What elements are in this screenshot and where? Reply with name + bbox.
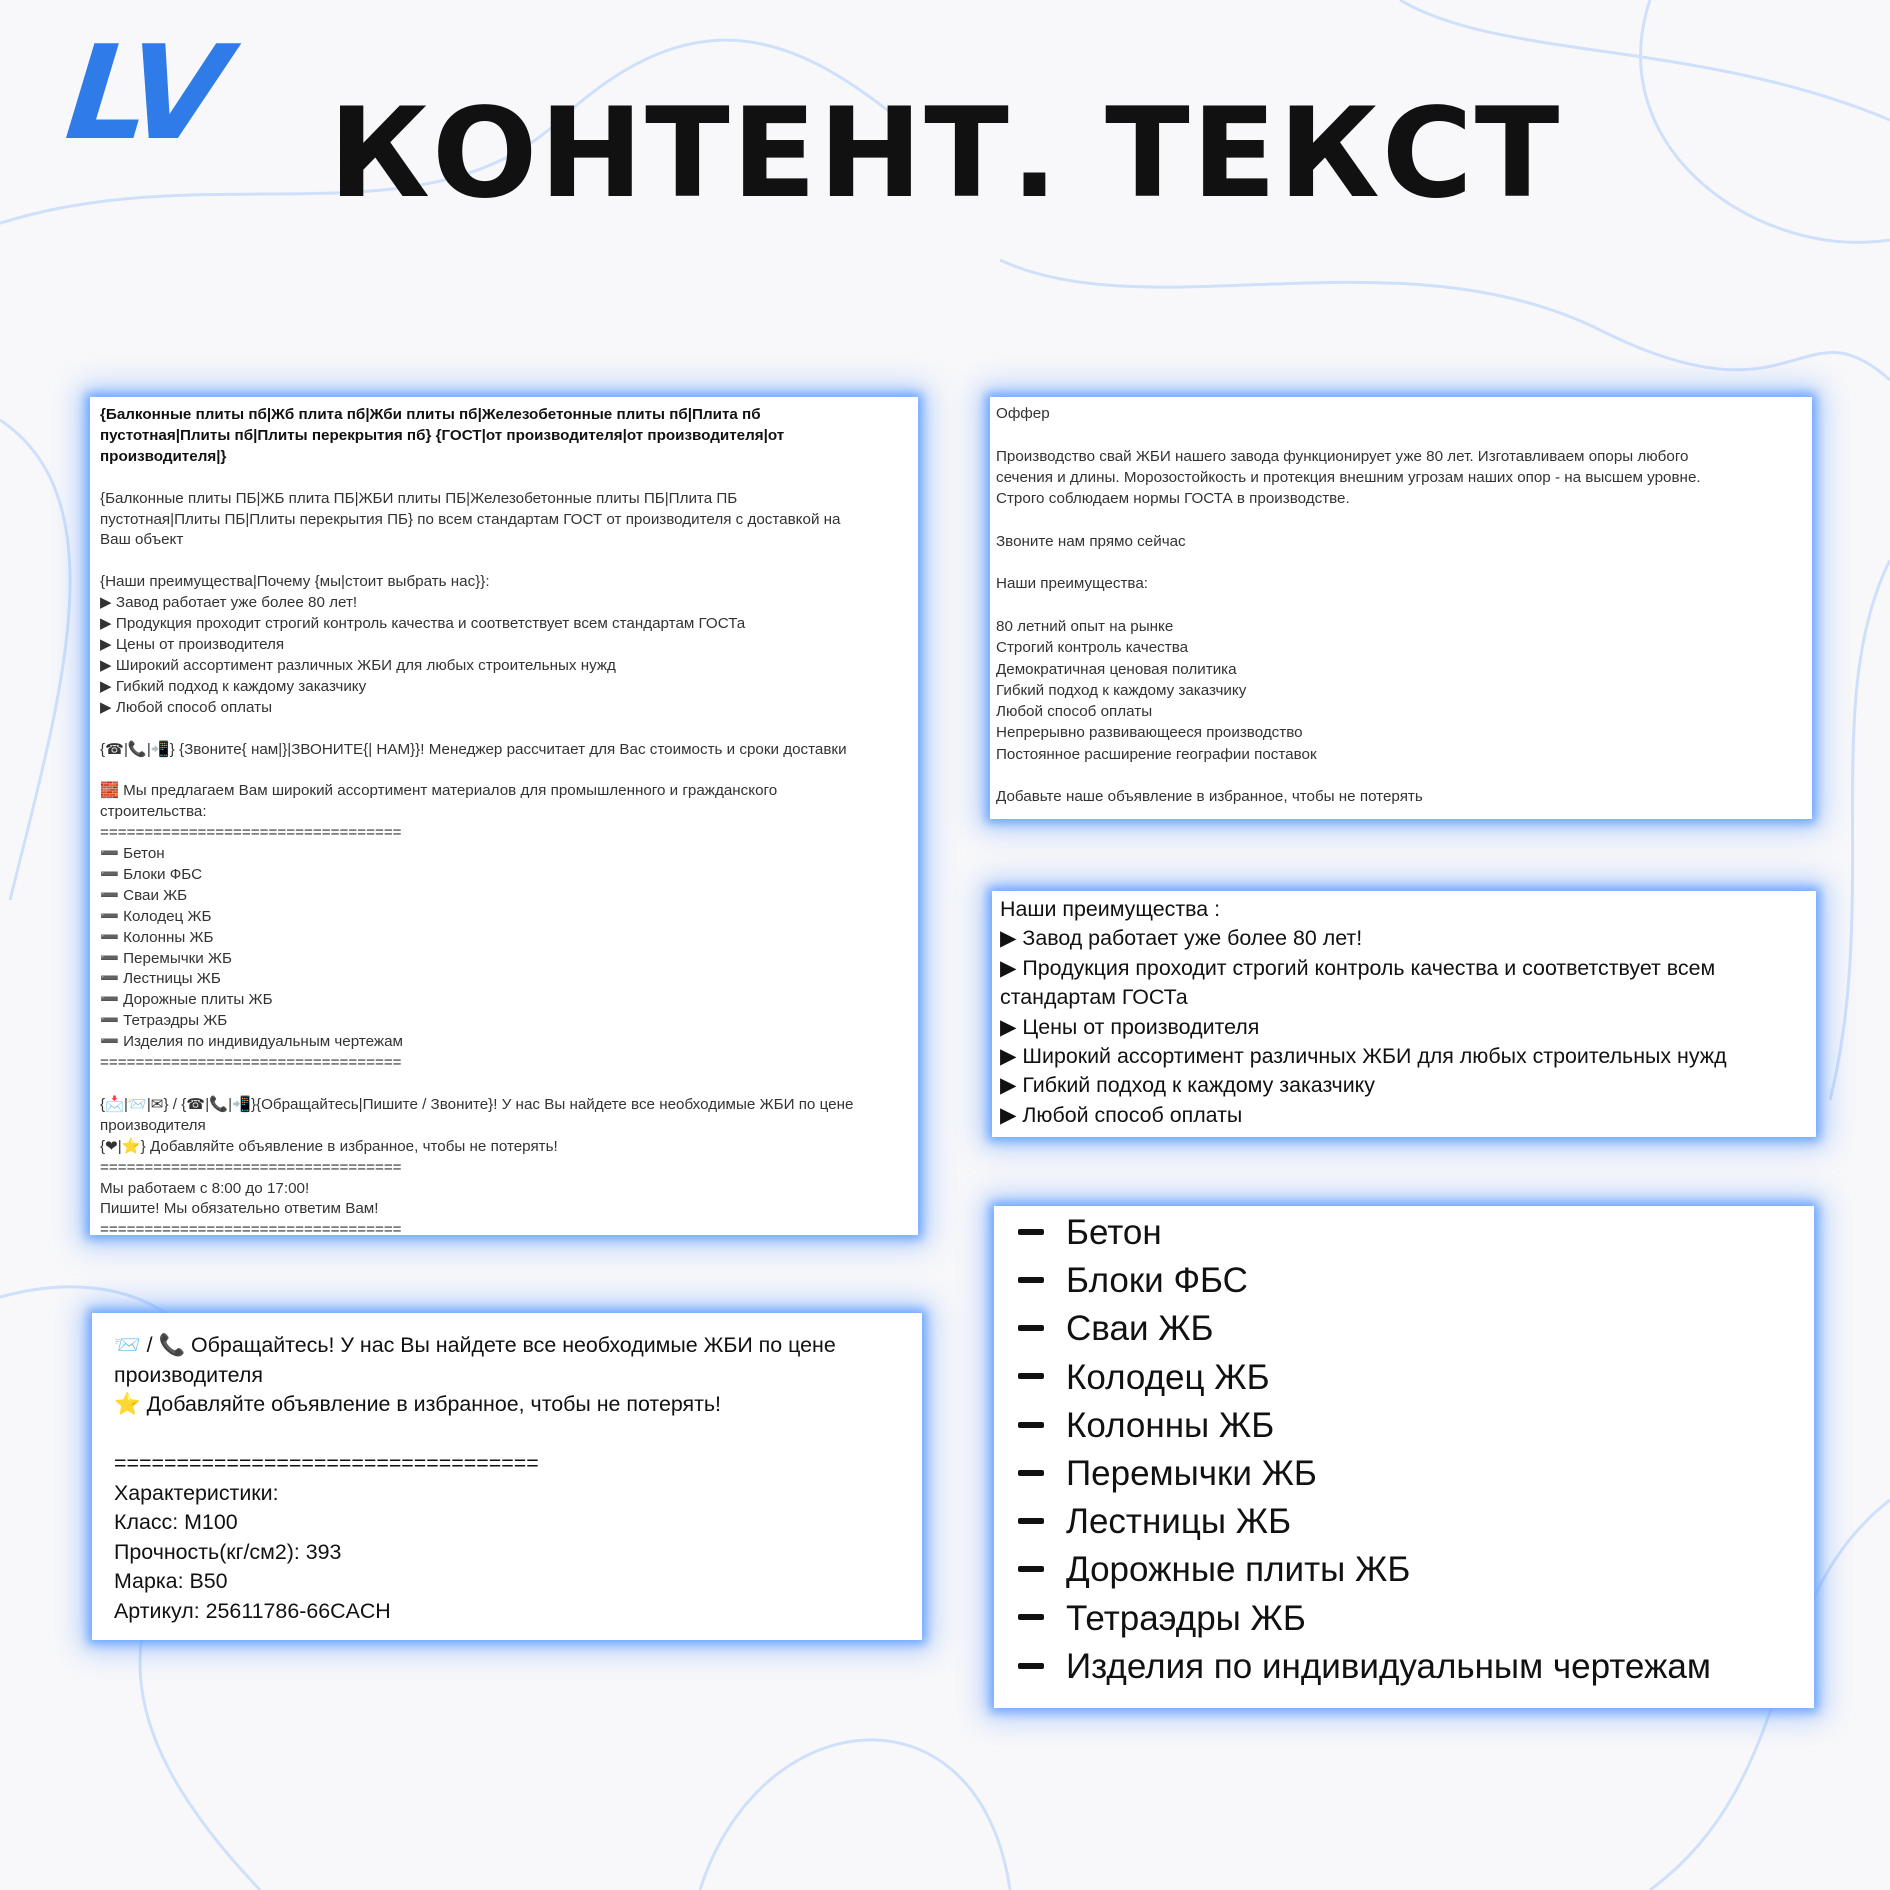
text-line: ➖ Тетраэдры ЖБ [100, 1012, 228, 1030]
text-line [100, 719, 908, 740]
list-item [1018, 1305, 1802, 1353]
text-line: производителя|} [100, 447, 227, 465]
dash-icon [1018, 1422, 1044, 1428]
dash-icon [1018, 1229, 1044, 1235]
text-line: Характеристики: [114, 1480, 279, 1505]
list-item [1018, 1498, 1802, 1546]
dash-icon [1018, 1614, 1044, 1620]
text-line: Непрерывно развивающееся производство [996, 724, 1303, 742]
dash-icon [1018, 1277, 1044, 1283]
list-item-label: Перемычки ЖБ [1066, 1454, 1317, 1494]
text-line: ▶ Продукция проходит строгий контроль качества и соответствует всем стандартам ГОСТа [100, 615, 746, 633]
dash-icon [1018, 1373, 1044, 1379]
text-line: Производство свай ЖБИ нашего завода функционирует уже 80 лет. Изготавливаем опоры любого [996, 447, 1689, 465]
list-item [1018, 1402, 1802, 1450]
text-line: ➖ Дорожные плиты ЖБ [100, 991, 273, 1009]
dash-icon [1018, 1325, 1044, 1331]
text-line: Добавьте наше объявление в избранное, чтобы не потерять [996, 788, 1423, 806]
list-item [1018, 1546, 1802, 1594]
text-line: ▶ Продукция проходит строгий контроль качества и соответствует всем [1000, 955, 1716, 980]
text-line: ================================== [100, 1158, 402, 1176]
text-line: ➖ Перемычки ЖБ [100, 949, 232, 967]
text-line: ➖ Изделия по индивидуальным чертежам [100, 1033, 403, 1051]
offer-card [990, 397, 1812, 819]
text-line: ➖ Лестницы ЖБ [100, 970, 221, 988]
text-line: ▶ Широкий ассортимент различных ЖБИ для любых строительных нужд [100, 656, 616, 674]
text-line: Строгий контроль качества [996, 639, 1189, 657]
text-line: ▶ Цены от производителя [100, 635, 285, 653]
list-item [1018, 1257, 1802, 1305]
text-line [996, 765, 1806, 786]
text-line: Строго соблюдаем нормы ГОСТА в производстве. [996, 490, 1350, 508]
text-line [100, 468, 908, 489]
text-line: строительства: [100, 803, 207, 821]
text-line: 🧱 Мы предлагаем Вам широкий ассортимент материалов для промышленного и гражданского [100, 782, 778, 800]
text-line: ➖ Бетон [100, 845, 165, 863]
text-line: {Наши преимущества|Почему {мы|стоит выбрать нас}}: [100, 573, 490, 591]
text-line: Мы работаем с 8:00 до 17:00! [100, 1179, 310, 1197]
dash-icon [1018, 1566, 1044, 1572]
seo-template-card [90, 397, 918, 1235]
text-line [114, 1420, 900, 1450]
text-line: Прочность(кг/см2): 393 [114, 1539, 342, 1564]
text-line: Звоните нам прямо сейчас [996, 532, 1186, 550]
text-line: ➖ Колонны ЖБ [100, 928, 214, 946]
text-line: {❤|⭐} Добавляйте объявление в избранное, чтобы не потерять! [100, 1137, 558, 1155]
dash-icon [1018, 1518, 1044, 1524]
characteristics-card [92, 1313, 922, 1640]
text-line: пустотная|Плиты пб|Плиты перекрытия пб} {ГОСТ|от производителя|от производителя|от [100, 426, 785, 444]
list-item-label: Тетраэдры ЖБ [1066, 1598, 1306, 1638]
text-line: Ваш объект [100, 531, 184, 549]
text-line: ▶ Любой способ оплаты [100, 698, 273, 716]
text-line [996, 595, 1806, 616]
text-line: {☎|📞|📲} {Звоните{ нам|}|ЗВОНИТЕ{| НАМ}}! Менеджер рассчитает для Вас стоимость и сроки доставки [100, 740, 847, 758]
list-item [1018, 1209, 1802, 1257]
text-line: Артикул: 25611786-66CACH [114, 1598, 391, 1623]
text-line [100, 760, 908, 781]
page-title: КОНТЕНТ. ТЕКСТ [328, 82, 1562, 226]
text-line [996, 552, 1806, 573]
text-line: Гибкий подход к каждому заказчику [996, 681, 1247, 699]
text-line: ▶ Любой способ оплаты [1000, 1102, 1243, 1127]
text-line: Наши преимущества : [1000, 897, 1221, 921]
list-item [1018, 1354, 1802, 1402]
list-item [1018, 1643, 1802, 1691]
text-line: Оффер [996, 405, 1050, 422]
dash-icon [1018, 1470, 1044, 1476]
text-line: {Балконные плиты ПБ|ЖБ плита ПБ|ЖБИ плиты ПБ|Железобетонные плиты ПБ|Плита ПБ [100, 489, 738, 507]
text-line: {📩|📨|✉} / {☎|📞|📲}{Обращайтесь|Пишите / Звоните}! У нас Вы найдете все необходимые ЖБИ по цене [100, 1095, 854, 1113]
product-list-card [994, 1206, 1814, 1708]
text-line: производителя [114, 1362, 263, 1387]
list-item-label: Колодец ЖБ [1066, 1357, 1270, 1397]
dash-icon [1018, 1663, 1044, 1669]
text-line: Любой способ оплаты [996, 703, 1153, 721]
text-line: Марка: В50 [114, 1569, 228, 1593]
text-line: ➖ Блоки ФБС [100, 865, 203, 883]
list-item-label: Изделия по индивидуальным чертежам [1066, 1646, 1711, 1686]
text-line: ▶ Гибкий подход к каждому заказчику [1000, 1073, 1375, 1098]
text-line: стандартам ГОСТа [1000, 985, 1188, 1010]
text-line: ➖ Сваи ЖБ [100, 886, 188, 904]
list-item-label: Лестницы ЖБ [1066, 1502, 1292, 1542]
text-line: 80 летний опыт на рынке [996, 617, 1174, 635]
list-item-label: Дорожные плиты ЖБ [1066, 1550, 1411, 1590]
text-line: сечения и длины. Морозостойкость и протекция внешним угрозам наших опор - на высшем уровне. [996, 468, 1701, 486]
text-line: Демократичная ценовая политика [996, 660, 1237, 678]
text-line: ▶ Гибкий подход к каждому заказчику [100, 677, 367, 695]
text-line: производителя [100, 1116, 206, 1134]
list-item-label: Блоки ФБС [1066, 1261, 1248, 1301]
text-line: пустотная|Плиты ПБ|Плиты перекрытия ПБ} по всем стандартам ГОСТ от производителя с доставкой на [100, 510, 841, 528]
text-line: ================================== [100, 824, 402, 842]
text-line: ================================== [100, 1221, 402, 1235]
text-line: ================================== [114, 1451, 539, 1475]
text-line [100, 1074, 908, 1095]
text-line: {Балконные плиты пб|Жб плита пб|Жби плиты пб|Железобетонные плиты пб|Плита пб [100, 406, 761, 423]
text-line: ⭐ Добавляйте объявление в избранное, чтобы не потерять! [114, 1392, 721, 1416]
text-line: 📨 / 📞 Обращайтесь! У нас Вы найдете все необходимые ЖБИ по цене [114, 1333, 836, 1357]
text-line: ▶ Широкий ассортимент различных ЖБИ для любых строительных нужд [1000, 1044, 1727, 1069]
text-line: ▶ Завод работает уже более 80 лет! [100, 594, 358, 612]
advantages-card [992, 891, 1816, 1137]
text-line: Класс: М100 [114, 1510, 238, 1534]
logo: LV [60, 17, 230, 169]
text-line: Наши преимущества: [996, 575, 1148, 593]
text-line: Постоянное расширение географии поставок [996, 745, 1317, 763]
list-item [1018, 1450, 1802, 1498]
list-item-label: Бетон [1066, 1213, 1162, 1252]
list-item [1018, 1595, 1802, 1643]
text-line: Пишите! Мы обязательно ответим Вам! [100, 1200, 379, 1218]
list-item-label: Сваи ЖБ [1066, 1309, 1214, 1349]
list-item-label: Колонны ЖБ [1066, 1405, 1275, 1445]
text-line [100, 551, 908, 572]
text-line: ================================== [100, 1054, 402, 1072]
text-line: ➖ Колодец ЖБ [100, 907, 212, 925]
text-line [996, 509, 1806, 530]
text-line [996, 424, 1806, 445]
text-line: ▶ Завод работает уже более 80 лет! [1000, 926, 1363, 951]
text-line: ▶ Цены от производителя [1000, 1014, 1260, 1039]
